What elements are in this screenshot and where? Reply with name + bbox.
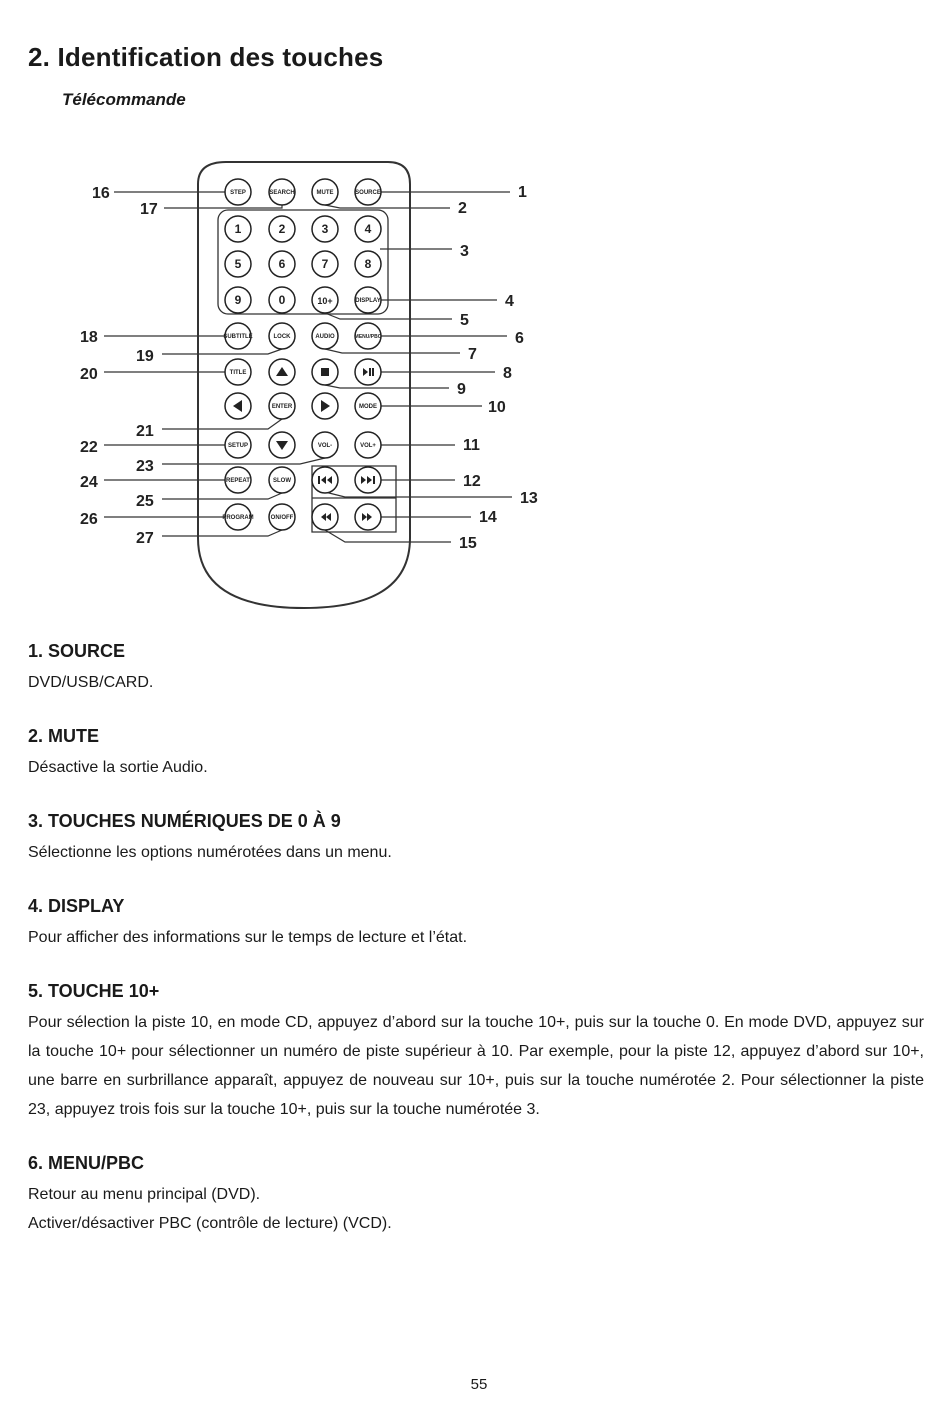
section-heading: 6. MENU/PBC xyxy=(28,1153,145,1173)
step-button[interactable] xyxy=(225,179,251,205)
n6-button-label: 6 xyxy=(278,257,286,271)
callout-line-23 xyxy=(162,458,325,464)
remote-control-diagram xyxy=(0,140,950,620)
setup-button-label: SETUP xyxy=(227,443,249,449)
callout-number-13: 13 xyxy=(520,490,538,507)
callout-number-3: 3 xyxy=(460,243,469,260)
n10plus-button[interactable] xyxy=(312,287,338,313)
title-button[interactable] xyxy=(225,359,251,385)
stop-icon xyxy=(321,368,329,376)
callout-line-27 xyxy=(162,530,282,536)
remote-subheading: Télécommande xyxy=(62,90,186,109)
repeat-button-label: REPEAT xyxy=(226,478,250,484)
step-button-label: STEP xyxy=(230,190,246,196)
callout-line-19 xyxy=(162,349,282,354)
n2-button[interactable] xyxy=(269,216,295,242)
callout-number-20: 20 xyxy=(80,366,98,383)
repeat-button[interactable] xyxy=(225,467,251,493)
lock-button[interactable] xyxy=(269,323,295,349)
playpause-button[interactable] xyxy=(355,359,381,385)
menupbc-button-label: MENU/PBC xyxy=(354,334,382,340)
callout-line-25 xyxy=(162,493,282,499)
mode-button[interactable] xyxy=(355,393,381,419)
enter-button-label: ENTER xyxy=(271,404,293,410)
rew-button[interactable] xyxy=(312,504,338,530)
section-6 xyxy=(28,1152,924,1238)
callout-line-9 xyxy=(325,385,449,388)
callout-line-21 xyxy=(162,419,282,429)
onoff-button-label: ON/OFF xyxy=(270,515,294,521)
callout-number-8: 8 xyxy=(503,365,512,382)
program-button-label: PROGRAM xyxy=(222,515,254,521)
callout-line-7 xyxy=(325,349,460,353)
n7-button[interactable] xyxy=(312,251,338,277)
callout-number-2: 2 xyxy=(458,200,467,217)
section-text: Sélectionne les options numérotées dans un menu. xyxy=(28,844,392,861)
section-3 xyxy=(28,810,924,867)
callout-line-13 xyxy=(325,492,512,497)
left-button[interactable] xyxy=(225,393,251,419)
callout-number-17: 17 xyxy=(140,201,158,218)
down-button[interactable] xyxy=(269,432,295,458)
setup-button[interactable] xyxy=(225,432,251,458)
callout-number-5: 5 xyxy=(460,312,469,329)
volminus-button-label: VOL- xyxy=(317,443,333,449)
callout-number-25: 25 xyxy=(136,493,154,510)
ff-button[interactable] xyxy=(355,504,381,530)
callout-number-22: 22 xyxy=(80,439,98,456)
volplus-button-label: VOL+ xyxy=(360,443,376,449)
n9-button-label: 9 xyxy=(234,293,242,307)
page-heading: 2. Identification des touches xyxy=(28,42,384,72)
n0-button-label: 0 xyxy=(278,293,286,307)
section-text: DVD/USB/CARD. xyxy=(28,674,154,691)
n8-button[interactable] xyxy=(355,251,381,277)
title-button-label: TITLE xyxy=(229,370,247,376)
section-text: Retour au menu principal (DVD). xyxy=(28,1186,261,1203)
section-heading: 3. TOUCHES NUMÉRIQUES DE 0 À 9 xyxy=(28,811,341,831)
n3-button-label: 3 xyxy=(321,222,329,236)
n5-button-label: 5 xyxy=(234,257,242,271)
source-button-label: SOURCE xyxy=(355,190,381,196)
section-text: Activer/désactiver PBC (contrôle de lecture) (VCD). xyxy=(28,1215,392,1232)
n1-button[interactable] xyxy=(225,216,251,242)
mute-button[interactable] xyxy=(312,179,338,205)
next-button[interactable] xyxy=(355,467,381,493)
callout-number-9: 9 xyxy=(457,381,466,398)
slow-button-label: SLOW xyxy=(273,478,291,484)
audio-button[interactable] xyxy=(312,323,338,349)
display-button-label: DISPLAY xyxy=(355,298,381,304)
callout-number-14: 14 xyxy=(479,509,497,526)
section-1 xyxy=(28,640,924,697)
callout-number-27: 27 xyxy=(136,530,154,547)
callout-number-12: 12 xyxy=(463,473,481,490)
slow-button[interactable] xyxy=(269,467,295,493)
section-heading: 5. TOUCHE 10+ xyxy=(28,981,160,1001)
section-4 xyxy=(28,895,924,952)
n1-button-label: 1 xyxy=(234,222,242,236)
n0-button[interactable] xyxy=(269,287,295,313)
n6-button[interactable] xyxy=(269,251,295,277)
section-5 xyxy=(28,980,924,1124)
stop-button[interactable] xyxy=(312,359,338,385)
callout-number-26: 26 xyxy=(80,511,98,528)
callout-line-17 xyxy=(164,205,282,208)
callout-number-11: 11 xyxy=(463,437,480,454)
callout-number-15: 15 xyxy=(459,535,477,552)
callout-leader-lines xyxy=(104,192,512,542)
n4-button-label: 4 xyxy=(364,222,372,236)
section-text: Pour afficher des informations sur le temps de lecture et l’état. xyxy=(28,929,468,946)
section-heading: 4. DISPLAY xyxy=(28,896,125,916)
n3-button[interactable] xyxy=(312,216,338,242)
callout-number-19: 19 xyxy=(136,348,154,365)
callout-number-7: 7 xyxy=(468,346,477,363)
section-text: Pour sélection la piste 10, en mode CD, appuyez d’abord sur la touche 10+, puis sur la touche 0. En mode DVD, appuyez sur la touche 10+ pour sélectionner un numéro de piste supérieur à 10. Par exemple, pour la piste 12, appuyez d’abord sur 10+, une barre en surbrillance apparaît, appuyez de nouveau sur 10+, puis sur la touche numérotée 2. Pour sélectionner la piste 23, appuyez trois fois sur la touche 10+, puis sur la touche numérotée 3. xyxy=(28,1014,924,1118)
source-button[interactable] xyxy=(355,179,381,205)
callout-number-18: 18 xyxy=(80,329,98,346)
button-descriptions xyxy=(28,640,924,1266)
section-text: Désactive la sortie Audio. xyxy=(28,759,208,776)
mode-button-label: MODE xyxy=(359,404,377,410)
n2-button-label: 2 xyxy=(278,222,286,236)
n8-button-label: 8 xyxy=(364,257,372,271)
subtitle-button[interactable] xyxy=(223,323,252,349)
audio-button-label: AUDIO xyxy=(315,334,335,340)
section-heading: 2. MUTE xyxy=(28,726,100,746)
callout-line-2 xyxy=(325,205,450,208)
enter-button[interactable] xyxy=(269,393,295,419)
volminus-button[interactable] xyxy=(312,432,338,458)
n5-button[interactable] xyxy=(225,251,251,277)
search-button-label: SEARCH xyxy=(269,190,295,196)
program-button[interactable] xyxy=(222,504,253,530)
up-button[interactable] xyxy=(269,359,295,385)
callout-number-23: 23 xyxy=(136,458,154,475)
lock-button-label: LOCK xyxy=(273,334,291,340)
search-button[interactable] xyxy=(269,179,295,205)
display-button[interactable] xyxy=(355,287,381,313)
prev-button[interactable] xyxy=(312,467,338,493)
callout-number-16: 16 xyxy=(92,185,110,202)
callout-number-1: 1 xyxy=(518,184,527,201)
callout-number-10: 10 xyxy=(488,399,506,416)
volplus-button[interactable] xyxy=(355,432,381,458)
callout-number-21: 21 xyxy=(136,423,154,440)
callout-number-4: 4 xyxy=(505,293,514,310)
subtitle-button-label: SUBTITLE xyxy=(223,334,253,340)
n9-button[interactable] xyxy=(225,287,251,313)
section-2 xyxy=(28,725,924,782)
n10plus-button-label: 10+ xyxy=(317,296,333,306)
n7-button-label: 7 xyxy=(321,257,329,271)
section-heading: 1. SOURCE xyxy=(28,641,126,661)
right-button[interactable] xyxy=(312,393,338,419)
menupbc-button[interactable] xyxy=(355,323,382,349)
n4-button[interactable] xyxy=(355,216,381,242)
onoff-button[interactable] xyxy=(269,504,295,530)
mute-button-label: MUTE xyxy=(316,190,334,196)
callout-number-6: 6 xyxy=(515,330,524,347)
callout-number-24: 24 xyxy=(80,474,98,491)
page-number: 55 xyxy=(470,1376,488,1393)
